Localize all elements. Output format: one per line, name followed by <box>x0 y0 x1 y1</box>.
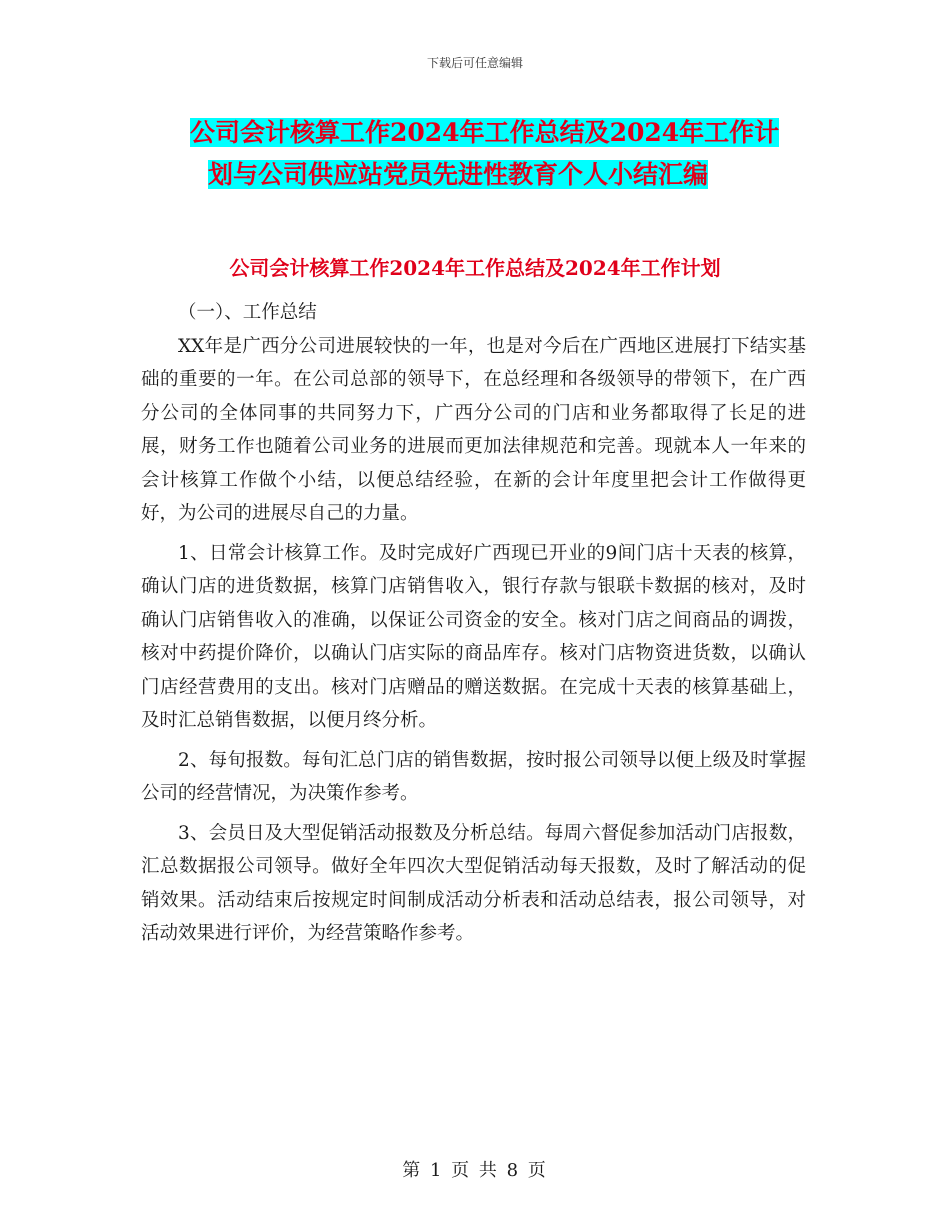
paragraph: 2、每旬报数。每旬汇总门店的销售数据，按时报公司领导以便上级及时掌握公司的经营情况，为决策作参考。 <box>141 749 806 804</box>
download-note: 下载后可任意编辑 <box>426 56 523 70</box>
document-title <box>190 112 810 196</box>
section-heading: （一）、工作总结 <box>178 302 317 323</box>
paragraph: XX年是广西分公司进展较快的一年，也是对今后在广西地区进展打下结实基础的重要的一年。在公司总部的领导下，在总经理和各级领导的带领下，在广西分公司的全体同事的共同努力下，广西分公司的门店和业务都取得了长足的进展，财务工作也随着公司业务的进展而更加法律规范和完善。现就本人一年来的会计核算工作做个小结，以便总结经验，在新的会计年度里把会计工作做得更好，为公司的进展尽自己的力量。 <box>141 335 806 524</box>
title-line-2: 划与公司供应站党员先进性教育个人小结汇编 <box>208 160 709 189</box>
section-title: 公司会计核算工作2024年工作总结及2024年工作计划 <box>229 256 721 280</box>
title-line-1: 公司会计核算工作2024年工作总结及2024年工作计 <box>190 118 780 147</box>
page-number: 第 1 页 共 8 页 <box>402 1160 548 1181</box>
body-text <box>141 296 806 951</box>
paragraph: 1、日常会计核算工作。及时完成好广西现已开业的9间门店十天表的核算，确认门店的进货数据，核算门店销售收入，银行存款与银联卡数据的核对，及时确认门店销售收入的准确，以保证公司资金的安全。核对门店之间商品的调拨，核对中药提价降价，以确认门店实际的商品库存。核对门店物资进货数，以确认门店经营费用的支出。核对门店赠品的赠送数据。在完成十天表的核算基础上，及时汇总销售数据，以便月终分析。 <box>141 542 806 731</box>
paragraph: 3、会员日及大型促销活动报数及分析总结。每周六督促参加活动门店报数，汇总数据报公司领导。做好全年四次大型促销活动每天报数，及时了解活动的促销效果。活动结束后按规定时间制成活动分析表和活动总结表，报公司领导，对活动效果进行评价，为经营策略作参考。 <box>141 822 806 944</box>
